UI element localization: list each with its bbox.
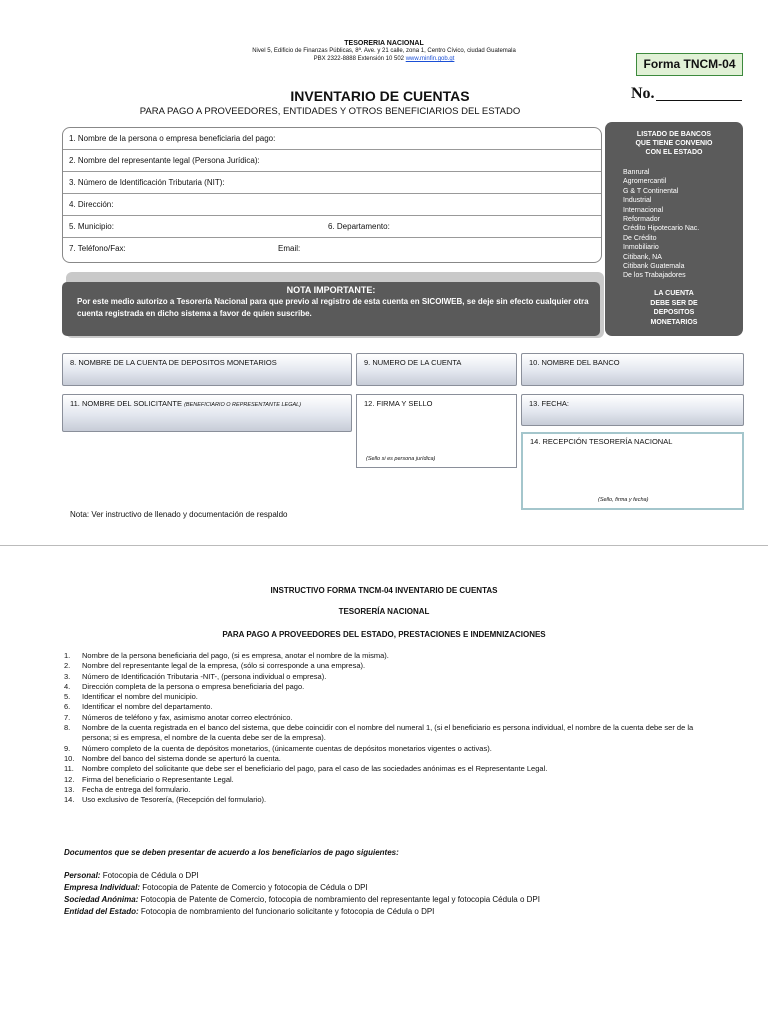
field-applicant-name[interactable] bbox=[62, 394, 352, 432]
field-account-name[interactable] bbox=[62, 353, 352, 386]
field-note: (Sello si es persona jurídica) bbox=[366, 456, 436, 462]
bank-item: Internacional bbox=[623, 206, 664, 214]
org-address: Nivel 5, Edificio de Finanzas Públicas, 8ª. Ave. y 21 calle, zona 1, Centro Cívico, ciudad Guatemala bbox=[252, 48, 516, 54]
field-label: 3. Número de Identificación Tributaria (NIT): bbox=[69, 178, 225, 187]
bank-item: Crédito Hipotecario Nac. bbox=[623, 225, 700, 233]
item-number: 7. bbox=[64, 712, 71, 722]
item-number: 11. bbox=[64, 764, 74, 774]
field-signature-seal[interactable] bbox=[356, 394, 517, 468]
bank-item: Industrial bbox=[623, 197, 652, 205]
list-item bbox=[64, 764, 724, 774]
field-label: 8. NOMBRE DE LA CUENTA DE DEPOSITOS MONETARIOS bbox=[70, 358, 277, 367]
documents-title: Documentos que se deben presentar de acuerdo a los beneficiarios de pago siguientes: bbox=[64, 848, 399, 857]
bank-item: Citibank Guatemala bbox=[623, 263, 685, 271]
footer-note: Nota: Ver instructivo de llenado y documentación de respaldo bbox=[70, 510, 288, 519]
field-treasury-reception[interactable] bbox=[521, 432, 744, 510]
bank-list bbox=[623, 168, 741, 281]
page-subtitle: PARA PAGO A PROVEEDORES, ENTIDADES Y OTROS BENEFICIARIOS DEL ESTADO bbox=[139, 106, 521, 117]
list-item bbox=[64, 754, 724, 764]
bank-item: De los Trabajadores bbox=[623, 272, 686, 280]
item-text: Números de teléfono y fax, asimismo anotar correo electrónico. bbox=[82, 712, 293, 722]
item-text: Dirección completa de la persona o empresa beneficiaria del pago. bbox=[82, 681, 305, 691]
bank-item: Reformador bbox=[623, 216, 660, 224]
field-phone-email[interactable] bbox=[63, 238, 601, 259]
important-note-title: NOTA IMPORTANTE: bbox=[286, 285, 376, 295]
field-label: 14. RECEPCIÓN TESORERÍA NACIONAL bbox=[530, 437, 673, 446]
list-item bbox=[64, 723, 724, 744]
field-label: 4. Dirección: bbox=[69, 200, 114, 209]
bank-item: De Crédito bbox=[623, 234, 657, 242]
field-label: 1. Nombre de la persona o empresa beneficiaria del pago: bbox=[69, 134, 276, 143]
bank-panel-note-line: DEPOSITOS bbox=[653, 309, 695, 316]
website-link[interactable]: www.minfin.gob.gt bbox=[405, 56, 455, 62]
item-text: Número de Identificación Tributaria -NIT-, (persona individual o empresa). bbox=[82, 671, 327, 681]
item-number: 8. bbox=[64, 723, 71, 733]
bank-list-panel bbox=[605, 122, 743, 336]
bank-item: Banrural bbox=[623, 169, 650, 176]
bank-panel-title bbox=[605, 130, 743, 157]
instructions-list bbox=[64, 651, 724, 805]
field-beneficiary-name[interactable] bbox=[63, 128, 601, 150]
field-note: (Sello, firma y fecha) bbox=[598, 497, 649, 503]
doc-requirement: Fotocopia de Patente de Comercio y fotocopia de Cédula o DPI bbox=[140, 883, 368, 892]
important-note-box bbox=[62, 282, 600, 336]
applicant-info-box bbox=[62, 127, 602, 263]
bank-item: Agromercantil bbox=[623, 178, 667, 186]
list-item bbox=[64, 906, 744, 918]
field-label-municipality: 5. Municipio: bbox=[69, 222, 114, 231]
field-legal-representative[interactable] bbox=[63, 150, 601, 172]
item-text: Nombre del representante legal de la empresa, (sólo si corresponde a una empresa). bbox=[82, 661, 366, 671]
field-bank-name[interactable] bbox=[521, 353, 744, 386]
bank-item: G & T Continental bbox=[623, 187, 679, 195]
bank-item: Citibank, NA bbox=[623, 253, 662, 261]
instructions-subtitle: PARA PAGO A PROVEEDORES DEL ESTADO, PRESTACIONES E INDEMNIZACIONES bbox=[222, 630, 546, 639]
list-item bbox=[64, 713, 724, 723]
item-text: Uso exclusivo de Tesorería, (Recepción del formulario). bbox=[82, 795, 267, 805]
list-item bbox=[64, 785, 724, 795]
important-note-text: Por este medio autorizo a Tesorería Nacional para que previo al registro de esta cuenta en SICOIWEB, se deje sin efecto cualquier otra cuenta registrada en dicho sistema a favor de quien suscribe. bbox=[77, 297, 589, 318]
instructions-org: TESORERÍA NACIONAL bbox=[338, 607, 430, 616]
item-number: 10. bbox=[64, 753, 75, 763]
doc-requirement: Fotocopia de Cédula o DPI bbox=[100, 871, 199, 880]
field-address[interactable] bbox=[63, 194, 601, 216]
list-item bbox=[64, 692, 724, 702]
list-item bbox=[64, 882, 744, 894]
item-text: Firma del beneficiario o Representante Legal. bbox=[82, 774, 234, 784]
doc-type: Empresa Individual: bbox=[64, 883, 141, 892]
item-number: 14. bbox=[64, 795, 75, 805]
instructions-title: INSTRUCTIVO FORMA TNCM-04 INVENTARIO DE CUENTAS bbox=[270, 586, 498, 595]
item-text: Identificar el nombre del municipio. bbox=[82, 692, 198, 702]
field-label-department: 6. Departamento: bbox=[328, 222, 390, 231]
bank-panel-note bbox=[605, 289, 743, 327]
item-text: Identificar el nombre del departamento. bbox=[82, 702, 213, 712]
field-label-text: 11. NOMBRE DEL SOLICITANTE bbox=[70, 399, 182, 408]
doc-requirement: Fotocopia de Patente de Comercio, fotocopia de nombramiento del representante legal y fotocopia Cédula o DPI bbox=[138, 895, 540, 904]
doc-requirement: Fotocopia de nombramiento del funcionario solicitante y fotocopia de Cédula o DPI bbox=[138, 907, 435, 916]
documents-list bbox=[64, 870, 744, 918]
number-label: No. bbox=[631, 85, 655, 102]
bank-panel-note-line: MONETARIOS bbox=[650, 318, 698, 326]
item-number: 4. bbox=[64, 681, 71, 691]
field-date[interactable] bbox=[521, 394, 744, 426]
field-label-note: (BENEFICIARIO O REPRESENTANTE LEGAL) bbox=[184, 402, 302, 408]
list-item bbox=[64, 870, 744, 882]
bank-panel-note-line: LA CUENTA bbox=[654, 290, 694, 297]
item-text: Fecha de entrega del formulario. bbox=[82, 784, 191, 794]
org-name: TESORERIA NACIONAL bbox=[344, 40, 424, 47]
field-municipality-department[interactable] bbox=[63, 216, 601, 238]
list-item bbox=[64, 894, 744, 906]
item-text: Número completo de la cuenta de depósitos monetarios, (únicamente cuentas de depósitos monetarios vigentes o activas). bbox=[82, 743, 492, 753]
list-item bbox=[64, 775, 724, 785]
item-number: 5. bbox=[64, 692, 71, 702]
bank-panel-title-line: LISTADO DE BANCOS bbox=[636, 131, 712, 138]
item-number: 6. bbox=[64, 702, 71, 712]
item-number: 12. bbox=[64, 774, 75, 784]
org-phone: PBX 2322-8888 Extensión 10 502 bbox=[313, 56, 405, 62]
field-label-email: Email: bbox=[278, 244, 301, 253]
form-code-badge: Forma TNCM-04 bbox=[636, 53, 743, 76]
item-number: 2. bbox=[64, 661, 71, 671]
doc-type: Entidad del Estado: bbox=[64, 907, 139, 916]
bank-panel-title-line: QUE TIENE CONVENIO bbox=[635, 140, 713, 147]
list-item bbox=[64, 702, 724, 712]
field-label: 2. Nombre del representante legal (Persona Jurídica): bbox=[69, 156, 260, 165]
bank-panel-note-line: DEBE SER DE bbox=[650, 299, 698, 307]
page-title: INVENTARIO DE CUENTAS bbox=[290, 88, 470, 104]
field-label: 9. NUMERO DE LA CUENTA bbox=[364, 358, 462, 367]
list-item bbox=[64, 661, 724, 671]
doc-type: Personal: bbox=[64, 871, 101, 880]
field-account-number[interactable] bbox=[356, 353, 517, 386]
item-text: Nombre del banco del sistema donde se aperturó la cuenta. bbox=[82, 753, 281, 763]
item-text: Nombre completo del solicitante que debe ser el beneficiario del pago, para el caso de las sociedades anónimas es el Representante Legal. bbox=[82, 764, 548, 774]
field-label: 12. FIRMA Y SELLO bbox=[364, 399, 433, 408]
field-nit[interactable] bbox=[63, 172, 601, 194]
list-item bbox=[64, 672, 724, 682]
list-item bbox=[64, 744, 724, 754]
field-label-phone: 7. Teléfono/Fax: bbox=[69, 244, 126, 253]
list-item bbox=[64, 682, 724, 692]
bank-item: Inmobiliario bbox=[623, 244, 659, 252]
item-text: Nombre de la cuenta registrada en el banco del sistema, que debe coincidir con el nombre del numeral 1, (si el beneficiario es persona individual, el nombre de la cuenta debe ser de la persona; si es empresa, el nombre de la cuenta debe ser de la empresa). bbox=[82, 723, 694, 743]
field-label: 10. NOMBRE DEL BANCO bbox=[529, 358, 620, 367]
item-text: Nombre de la persona beneficiaria del pago, (si es empresa, anotar el nombre de la misma). bbox=[82, 651, 389, 660]
list-item bbox=[64, 651, 724, 661]
list-item bbox=[64, 795, 724, 805]
field-label: 13. FECHA: bbox=[529, 399, 570, 408]
item-number: 3. bbox=[64, 671, 71, 681]
item-number: 9. bbox=[64, 743, 71, 753]
doc-type: Sociedad Anónima: bbox=[64, 895, 139, 904]
page-divider bbox=[0, 545, 768, 546]
item-number: 1. bbox=[64, 651, 71, 660]
bank-panel-title-line: CON EL ESTADO bbox=[645, 149, 703, 156]
item-number: 13. bbox=[64, 784, 75, 794]
field-label bbox=[70, 399, 301, 408]
